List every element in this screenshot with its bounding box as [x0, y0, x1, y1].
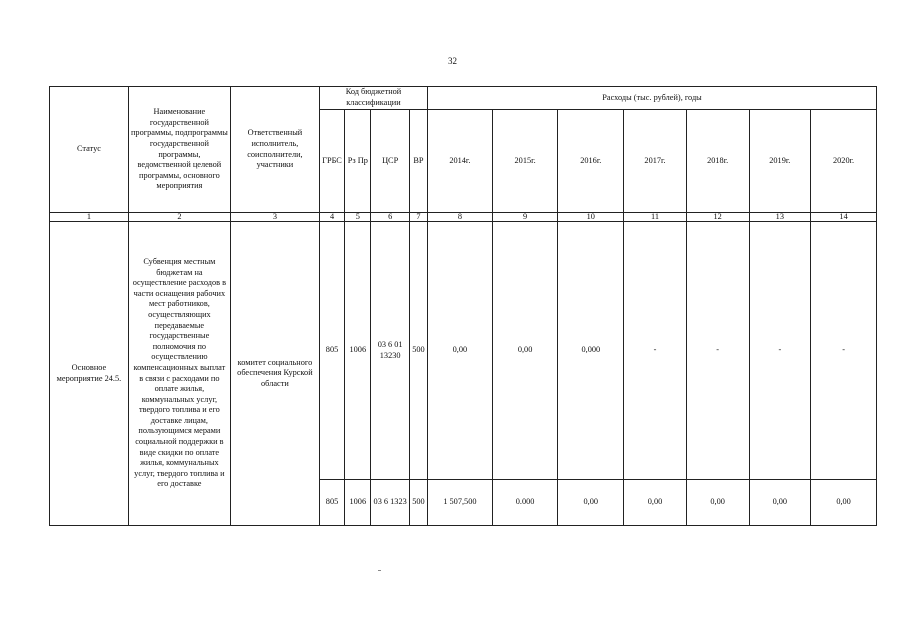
- cell-vr: 500: [409, 222, 427, 480]
- header-code-csr: ЦСР: [371, 110, 409, 213]
- cell-rzpr: 1006: [345, 480, 371, 526]
- column-number: 14: [811, 213, 877, 222]
- cell-value: 0,00: [428, 222, 493, 480]
- row-status: Основное мероприятие 24.5.: [50, 222, 129, 526]
- header-status: Статус: [50, 87, 129, 213]
- budget-table: [49, 86, 877, 526]
- cell-value: 1 507,500: [428, 480, 493, 526]
- cell-value: 0,00: [624, 480, 687, 526]
- cell-grbs: 805: [319, 222, 344, 480]
- cell-value: 0,00: [558, 480, 624, 526]
- column-number: 7: [409, 213, 427, 222]
- table-row: [50, 222, 877, 480]
- column-number: 8: [428, 213, 493, 222]
- header-year: 2019г.: [749, 110, 811, 213]
- column-number: 10: [558, 213, 624, 222]
- cell-value: -: [749, 222, 811, 480]
- header-year: 2016г.: [558, 110, 624, 213]
- cell-csr: 03 6 01 13230: [371, 222, 409, 480]
- cell-value: 0,00: [749, 480, 811, 526]
- header-year: 2015г.: [492, 110, 558, 213]
- column-number: 1: [50, 213, 129, 222]
- cell-vr: 500: [409, 480, 427, 526]
- cell-value: -: [624, 222, 687, 480]
- page-number: 32: [448, 56, 457, 66]
- cell-value: 0.000: [492, 480, 558, 526]
- header-expenses: Расходы (тыс. рублей), годы: [428, 87, 877, 110]
- cell-value: 0,00: [686, 480, 749, 526]
- column-number: 4: [319, 213, 344, 222]
- header-year: 2017г.: [624, 110, 687, 213]
- column-number: 9: [492, 213, 558, 222]
- header-budget-code: Код бюджетной классификации: [319, 87, 427, 110]
- row-name: Субвенция местным бюджетам на осуществление расходов в части оснащения рабочих мест работников, осуществляющих передаваемые государственные полномочия по осуществлению компенсационных выплат в связи с расходами по оплате жилья, коммунальных услуг, твердого топлива и его доставке лицам, пользующимся мерами социальной поддержки в виде скидки по оплате жилья, коммунальных услуг, твердого топлива и его доставке: [128, 222, 230, 526]
- column-number: 3: [230, 213, 319, 222]
- column-number-row: [50, 213, 877, 222]
- header-responsible: Ответственный исполнитель, соисполнители, участники: [230, 87, 319, 213]
- header-year: 2014г.: [428, 110, 493, 213]
- header-code-rzpr: Рз Пр: [345, 110, 371, 213]
- row-responsible: комитет социального обеспечения Курской области: [230, 222, 319, 526]
- header-year: 2020г.: [811, 110, 877, 213]
- cell-value: -: [686, 222, 749, 480]
- cell-value: 0,000: [558, 222, 624, 480]
- cell-value: 0,00: [492, 222, 558, 480]
- column-number: 12: [686, 213, 749, 222]
- header-code-vr: ВР: [409, 110, 427, 213]
- header-code-grbs: ГРБС: [319, 110, 344, 213]
- header-row-1: [50, 87, 877, 110]
- header-name: Наименование государственной программы, подпрограммы государственной программы, ведомственной целевой программы, основного мероприятия: [128, 87, 230, 213]
- column-number: 2: [128, 213, 230, 222]
- column-number: 11: [624, 213, 687, 222]
- column-number: 6: [371, 213, 409, 222]
- header-year: 2018г.: [686, 110, 749, 213]
- column-number: 13: [749, 213, 811, 222]
- cell-value: 0,00: [811, 480, 877, 526]
- cell-csr: 03 6 1323: [371, 480, 409, 526]
- cell-rzpr: 1006: [345, 222, 371, 480]
- cell-grbs: 805: [319, 480, 344, 526]
- cell-value: -: [811, 222, 877, 480]
- column-number: 5: [345, 213, 371, 222]
- scan-speck: [378, 570, 381, 571]
